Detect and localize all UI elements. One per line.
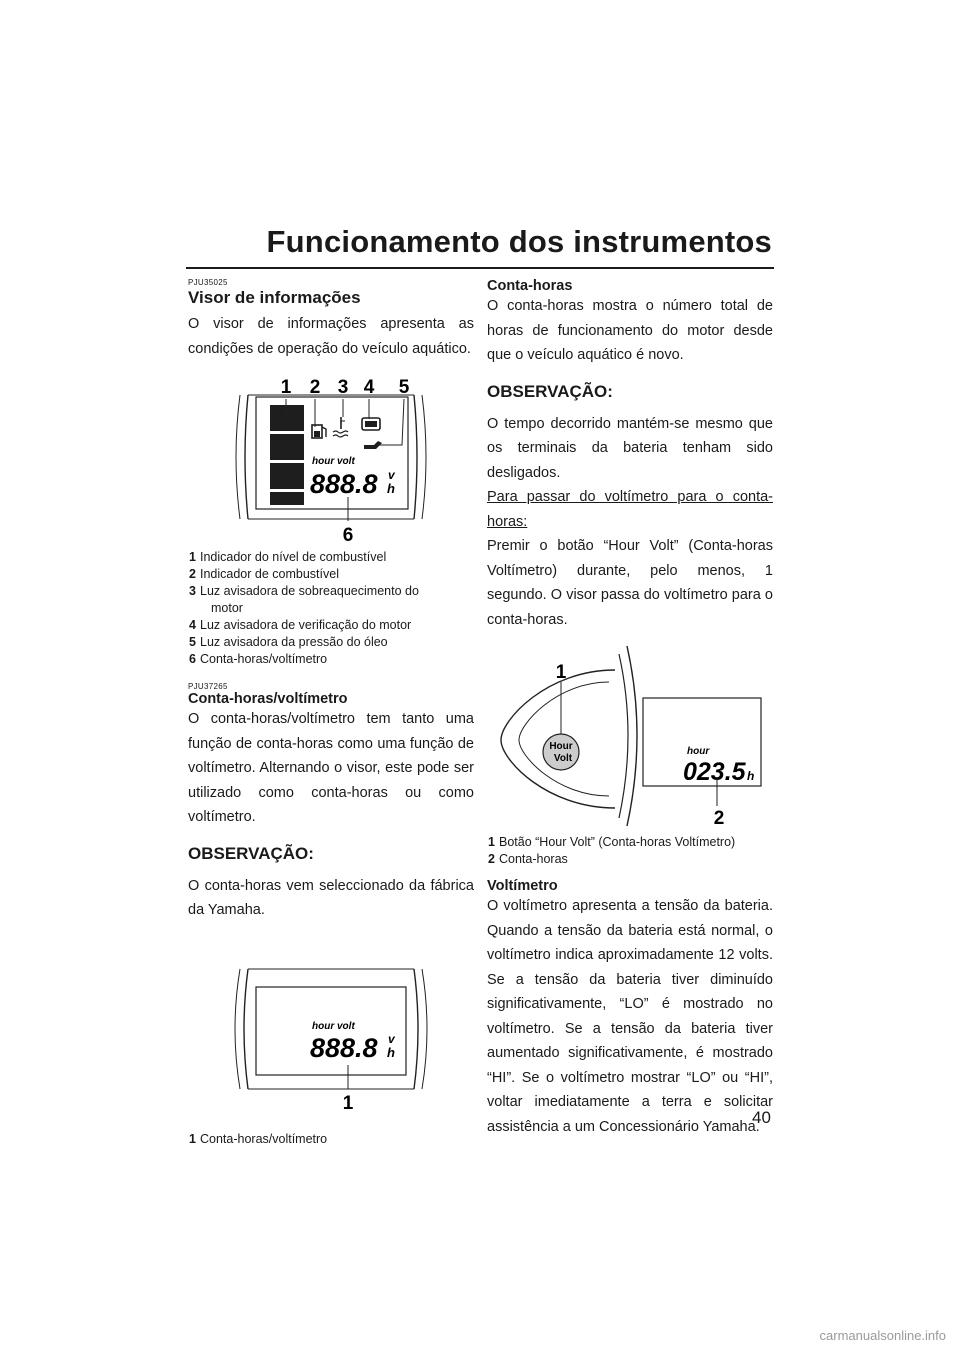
section-body-conta-horas-voltimetro: O conta-horas/voltímetro tem tanto uma função de conta-horas como uma função de voltímetro. Alternando o visor, este pode ser utilizado como conta-horas ou como voltímetro. [188,711,474,825]
hour-volt-button-label-2: Volt [553,753,573,764]
caption-list-3 [488,834,773,868]
lcd-unit-h: h [387,481,395,496]
header-rule [186,267,774,269]
callout-3: 3 [337,377,349,398]
section-heading-conta-horas: Conta-horas [487,278,573,294]
caption-item: 5 Luz avisadora da pressão do óleo [189,635,388,649]
lcd-digits: 888.8 [310,1032,378,1063]
lcd-label: hour volt [312,456,355,467]
caption-item: 2 Conta-horas [488,852,568,866]
section-body-conta-horas: O conta-horas mostra o número total de horas de funcionamento do motor desde que o veículo aquático é novo. [487,298,773,363]
caption-item: 1 Conta-horas/voltímetro [189,1131,328,1146]
caption-item: 4 Luz avisadora de verificação do motor [189,618,412,632]
hour-volt-button-label: Hour [549,741,573,752]
lcd-label: hour [687,746,710,757]
callout-2: 2 [309,377,321,398]
callout-5: 5 [398,377,410,398]
section-heading-visor: Visor de informações [188,288,361,307]
callout-6: 6 [342,525,354,545]
note-title: OBSERVAÇÃO: [487,381,613,401]
caption-list-1 [189,549,474,668]
caption-item: 1 Botão “Hour Volt” (Conta-horas Voltímetro) [488,835,736,849]
section-body-voltimetro: O voltímetro apresenta a tensão da bateria. Quando a tensão da bateria está normal, o voltímetro indica aproximadamente 12 volts. Se a tensão da bateria tiver diminuído significativamente, “LO” é mostrado no voltímetro. Se a tensão da bateria tiver aumentado significativamente, é mostrado “HI”. Se o voltímetro mostrar “LO” ou “HI”, voltar imediatamente a terra e solicitar assistência a um Concessionário Yamaha. [487,898,773,1135]
figure-hour-volt-display [188,959,474,1127]
watermark: carmanualsonline.info [819,1328,946,1343]
note-body: O conta-horas vem seleccionado da fábrica da Yamaha. [188,877,474,918]
caption-list-2 [189,1131,474,1148]
note-subheading: Para passar do voltímetro para o conta-horas: [487,489,773,530]
lcd-unit-h: h [387,1044,395,1060]
callout-1: 1 [555,662,567,683]
section-heading-conta-horas-voltimetro: Conta-horas/voltímetro [188,691,348,707]
lcd-unit-h: h [747,769,755,783]
left-column [188,278,474,1148]
figure-info-display [188,369,474,545]
lcd-unit-v: v [388,468,395,482]
page-title: Funcionamento dos instrumentos [266,224,772,259]
lcd-digits: 023.5 [683,758,746,786]
caption-item: 6 Conta-horas/voltímetro [189,652,328,666]
lcd-digits: 888.8 [310,469,378,499]
section-heading-voltimetro: Voltímetro [487,878,558,894]
lcd-label: hour volt [312,1020,355,1032]
figure-hour-volt-button [487,640,773,830]
callout-4: 4 [363,377,375,398]
callout-2: 2 [713,808,725,829]
lcd-unit-v: v [388,1031,395,1046]
caption-item: 3 Luz avisadora de sobreaquecimento do motor [189,584,419,615]
section-code: PJU37265 [188,682,228,691]
callout-1: 1 [280,377,292,398]
section-body-visor: O visor de informações apresenta as condições de operação do veículo aquático. [188,316,474,357]
right-column [487,278,773,1139]
page-number: 40 [752,1108,771,1127]
callout-1: 1 [342,1092,354,1114]
caption-item: 2 Indicador de combustível [189,567,339,581]
section-code: PJU35025 [188,278,228,287]
caption-item: 1 Indicador do nível de combustível [189,550,387,564]
note-body-2: Premir o botão “Hour Volt” (Conta-horas Voltímetro) durante, pelo menos, 1 segundo. O visor passa do voltímetro para o conta-horas. [487,538,773,628]
note-body: O tempo decorrido mantém-se mesmo que os terminais da bateria tenham sido desligados. [487,415,773,481]
note-title: OBSERVAÇÃO: [188,843,314,863]
